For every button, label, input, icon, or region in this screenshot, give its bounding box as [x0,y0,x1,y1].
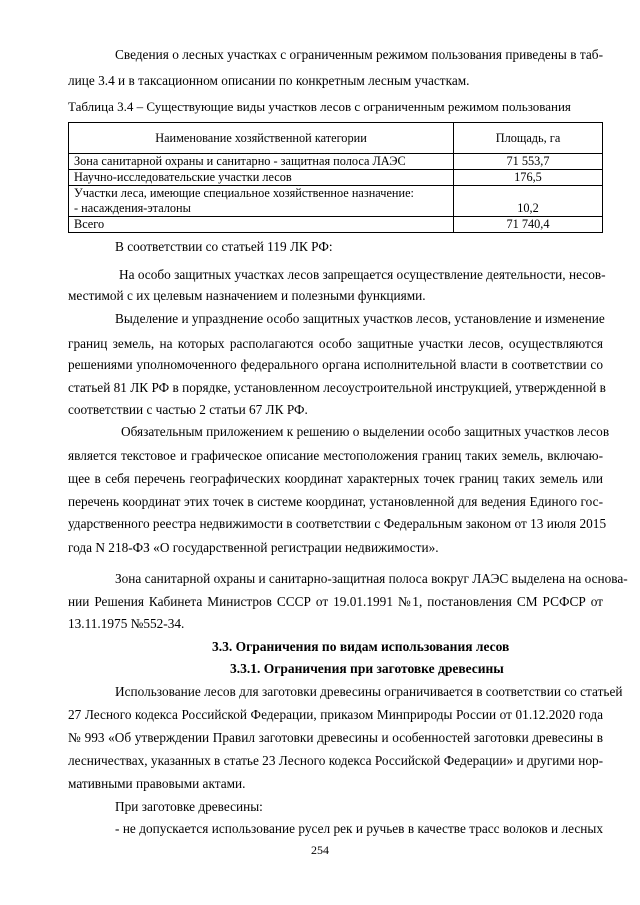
body-line: - не допускается использование русел рек и ручьев в качестве трасс волоков и лесных [115,821,603,836]
body-line: Использование лесов для заготовки древесины ограничивается в соответствии со статьей [115,684,623,699]
intro-line-2: лице 3.4 и в таксационном описании по конкретным лесным участкам. [68,73,470,88]
table-cell-area: 71 553,7 [454,154,603,170]
body-line: статьей 81 ЛК РФ в порядке, установленном лесоустроительной инструкцией, утвержденной в [68,380,606,395]
body-line: 27 Лесного кодекса Российской Федерации, приказом Минприроды России от 01.12.2020 года [68,707,603,722]
table-cell-name: Научно-исследовательские участки лесов [69,170,454,186]
body-line: щее в себя перечень географических координат характерных точек границ таких земель или [68,471,603,486]
body-line: мативными правовыми актами. [68,776,246,791]
restricted-areas-table [68,122,603,233]
table-row [69,217,603,233]
body-line: № 993 «Об утверждении Правил заготовки древесины и особенностей заготовки древесины в [68,730,603,745]
body-line: местимой с их целевым назначением и полезными функциями. [68,288,426,303]
body-line: ударственного реестра недвижимости в соответствии с Федеральным законом от 13 июля 2015 [68,516,607,531]
table-cell-name [69,186,454,217]
table-cell-name-line-2: - насаждения-эталоны [74,201,191,215]
body-line: Зона санитарной охраны и санитарно-защитная полоса вокруг ЛАЭС выделена на основа- [115,571,628,586]
table-cell-area: 71 740,4 [454,217,603,233]
body-line: При заготовке древесины: [115,799,263,814]
body-line: перечень координат этих точек в системе координат, установленной для ведения Единого гос- [68,494,603,509]
table-header-row [69,123,603,154]
page-number: 254 [311,843,329,857]
body-line: Обязательным приложением к решению о выделении особо защитных участков лесов [121,424,610,439]
section-heading: 3.3. Ограничения по видам использования лесов [212,639,510,654]
body-line: года N 218-ФЗ «О государственной регистрации недвижимости». [68,540,439,555]
table-row [69,154,603,170]
table-row [69,186,603,217]
table-header-name: Наименование хозяйственной категории [69,123,454,154]
body-line: нии Решения Кабинета Министров СССР от 19.01.1991 №1, постановления СМ РСФСР от [68,594,603,609]
table-cell-name: Всего [69,217,454,233]
table-header-area: Площадь, га [454,123,603,154]
body-line: Выделение и упразднение особо защитных участков лесов, установление и изменение [115,311,605,326]
table-caption: Таблица 3.4 – Существующие виды участков лесов с ограниченным режимом пользования [68,99,571,114]
table-cell-area: 176,5 [454,170,603,186]
body-line: соответствии с частью 2 статьи 67 ЛК РФ. [68,402,308,417]
body-line: В соответствии со статьей 119 ЛК РФ: [115,239,333,254]
table-row [69,170,603,186]
subsection-heading: 3.3.1. Ограничения при заготовке древесины [230,661,504,676]
table-cell-area: 10,2 [454,186,603,217]
body-line: границ земель, на которых располагаются особо защитные участки лесов, осуществляются [68,336,603,351]
body-line: На особо защитных участках лесов запрещается осуществление деятельности, несов- [119,267,606,282]
intro-line-1: Сведения о лесных участках с ограниченным режимом пользования приведены в таб- [115,47,603,62]
body-line: лесничествах, указанных в статье 23 Лесного кодекса Российской Федерации» и другими нор- [68,753,604,768]
table-cell-name: Зона санитарной охраны и санитарно - защитная полоса ЛАЭС [69,154,454,170]
body-line: решениями уполномоченного федерального органа исполнительной власти в соответствии со [68,357,603,372]
body-line: 13.11.1975 №552-34. [68,616,185,631]
table-cell-name-line-1: Участки леса, имеющие специальное хозяйственное назначение: [74,186,414,200]
body-line: является текстовое и графическое описание местоположения границ таких земель, включаю- [68,448,603,463]
